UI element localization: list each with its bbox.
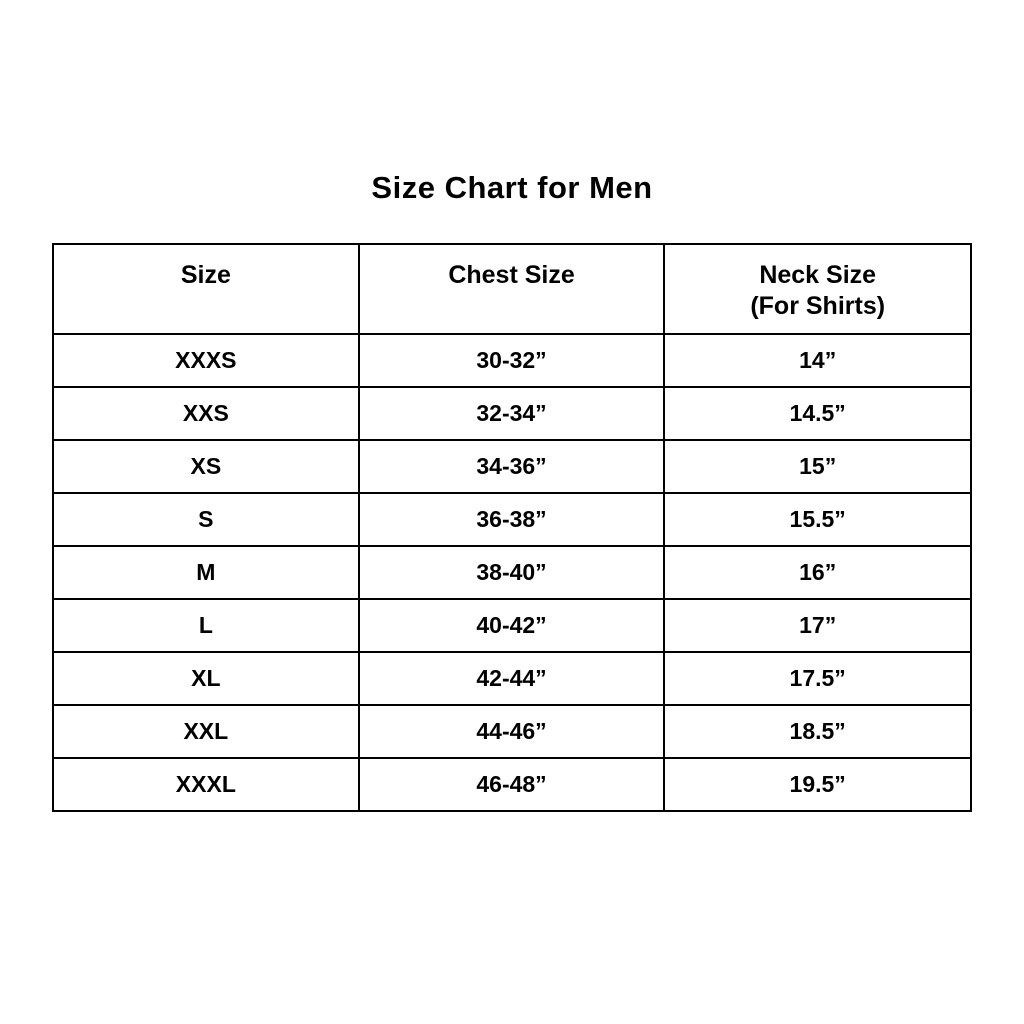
size-cell: L xyxy=(53,599,359,652)
table-header-row xyxy=(53,244,971,334)
neck-size-cell: 19.5” xyxy=(664,758,971,811)
chest-size-cell: 30-32” xyxy=(359,334,665,387)
column-header-label: Size xyxy=(180,261,231,289)
size-cell: XXXL xyxy=(53,758,359,811)
column-header-neck-size xyxy=(664,244,971,334)
table-row xyxy=(53,440,971,493)
size-table-body xyxy=(53,334,971,811)
neck-size-cell: 16” xyxy=(664,546,971,599)
table-row xyxy=(53,758,971,811)
chest-size-cell: 34-36” xyxy=(359,440,665,493)
table-row xyxy=(53,334,971,387)
column-header-chest-size xyxy=(359,244,665,334)
neck-size-cell: 14” xyxy=(664,334,971,387)
chest-size-cell: 38-40” xyxy=(359,546,665,599)
size-chart-table xyxy=(52,243,972,812)
size-cell: XXXS xyxy=(53,334,359,387)
size-cell: S xyxy=(53,493,359,546)
neck-size-cell: 15” xyxy=(664,440,971,493)
neck-size-cell: 18.5” xyxy=(664,705,971,758)
neck-size-cell: 17.5” xyxy=(664,652,971,705)
table-row xyxy=(53,493,971,546)
table-row xyxy=(53,387,971,440)
size-cell: XXL xyxy=(53,705,359,758)
neck-size-cell: 14.5” xyxy=(664,387,971,440)
table-row xyxy=(53,652,971,705)
table-row xyxy=(53,705,971,758)
chest-size-cell: 32-34” xyxy=(359,387,665,440)
table-row xyxy=(53,546,971,599)
size-cell: XS xyxy=(53,440,359,493)
page-title: Size Chart for Men xyxy=(371,170,653,205)
size-cell: XL xyxy=(53,652,359,705)
column-header-label: Chest Size xyxy=(448,261,575,289)
table-row xyxy=(53,599,971,652)
chest-size-cell: 42-44” xyxy=(359,652,665,705)
column-header-size xyxy=(53,244,359,334)
neck-size-cell: 15.5” xyxy=(664,493,971,546)
chest-size-cell: 36-38” xyxy=(359,493,665,546)
size-cell: XXS xyxy=(53,387,359,440)
chest-size-cell: 46-48” xyxy=(359,758,665,811)
chest-size-cell: 44-46” xyxy=(359,705,665,758)
neck-size-cell: 17” xyxy=(664,599,971,652)
column-header-label: Neck Size xyxy=(759,261,877,289)
size-cell: M xyxy=(53,546,359,599)
chest-size-cell: 40-42” xyxy=(359,599,665,652)
column-header-subtext: (For Shirts) xyxy=(750,292,886,320)
